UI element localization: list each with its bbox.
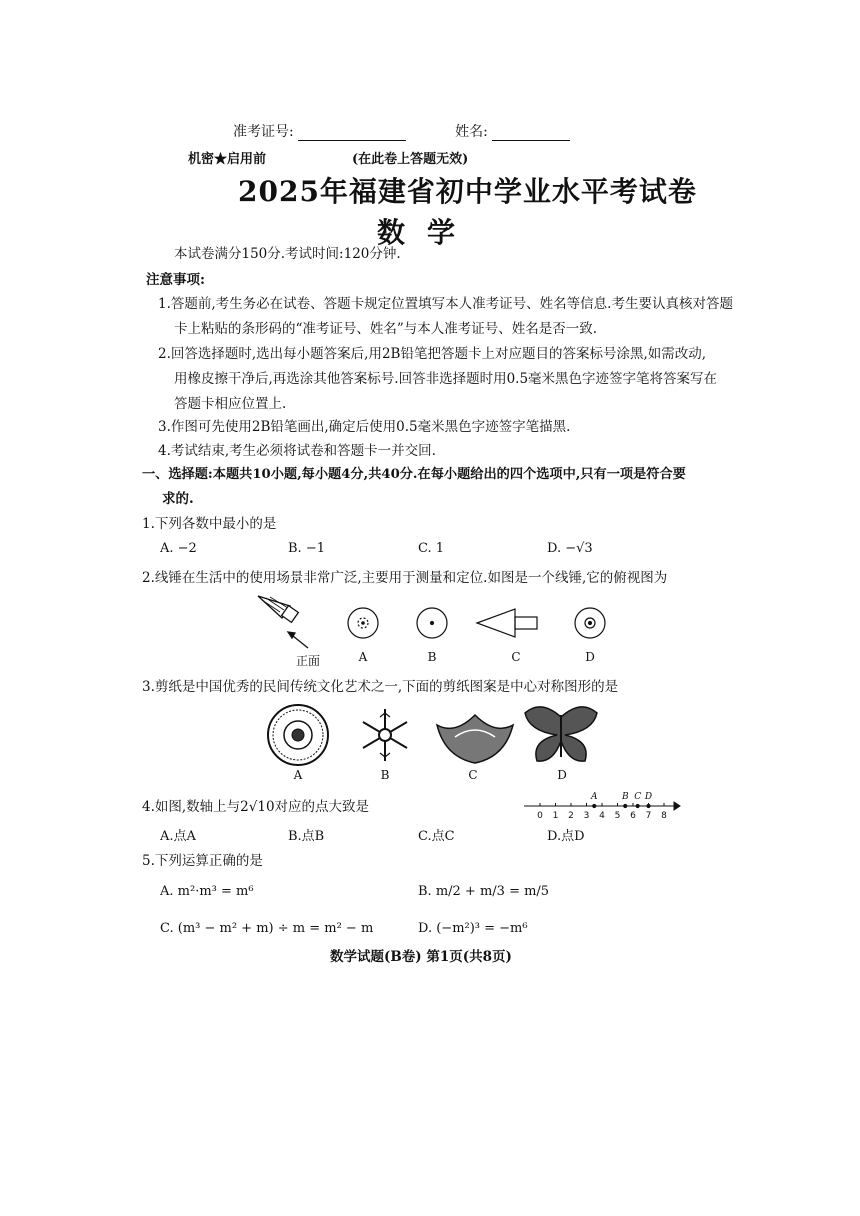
secret-mark: 机密★启用前 — [188, 152, 267, 167]
q3-label-c: C — [468, 768, 478, 782]
number-line-tick-label: 5 — [614, 811, 621, 821]
number-line-point-label: B — [621, 792, 629, 802]
q4-option-d: D.点D — [547, 829, 585, 844]
note-line: 卡上粘贴的条形码的“准考证号、姓名”与本人准考证号、姓名是否一致. — [174, 321, 598, 337]
question-3-stem: 3.剪纸是中国优秀的民间传统文化艺术之一,下面的剪纸图案是中心对称图形的是 — [142, 679, 619, 695]
notes-heading: 注意事项: — [146, 272, 205, 288]
plumb-bob-figure — [250, 590, 340, 650]
q3-label-b: B — [380, 768, 390, 782]
paper-cut-figures — [263, 703, 613, 767]
note-line: 1.答题前,考生务必在试卷、答题卡规定位置填写本人准考证号、姓名等信息.考生要认真核对答题 — [158, 296, 733, 312]
q4-option-c: C.点C — [418, 829, 455, 844]
number-line-point-label: D — [644, 792, 653, 802]
number-line-point — [636, 804, 639, 807]
number-line-tick-label: 8 — [661, 811, 667, 821]
q1-option-c: C. 1 — [418, 541, 445, 556]
q3-label-a: A — [293, 768, 303, 782]
invalid-note: (在此卷上答题无效) — [352, 152, 469, 167]
exam-number-label: 准考证号: — [233, 124, 294, 140]
name-label: 姓名: — [455, 124, 488, 140]
q1-option-b: B. −1 — [288, 541, 325, 556]
q2-label-d: D — [585, 650, 595, 664]
note-line: 4.考试结束,考生必须将试卷和答题卡一并交回. — [158, 443, 436, 459]
number-line-tick-label: 2 — [568, 811, 574, 821]
number-line-point — [647, 804, 650, 807]
papercut-c — [437, 715, 513, 763]
q4-option-a: A.点A — [160, 829, 196, 844]
question-5-stem: 5.下列运算正确的是 — [142, 853, 263, 869]
number-line-point — [593, 804, 596, 807]
note-line: 答题卡相应位置上. — [174, 396, 287, 412]
question-4-stem: 4.如图,数轴上与2√10对应的点大致是 — [142, 799, 370, 815]
number-line-point-label: A — [591, 792, 598, 802]
q1-option-d: D. −√3 — [547, 541, 593, 556]
number-line-tick-label: 4 — [599, 811, 605, 821]
note-line: 3.作图可先使用2B铅笔画出,确定后使用0.5毫米黑色字迹签字笔描黑. — [158, 419, 571, 435]
name-blank — [492, 126, 570, 141]
q5-option-d: D. (−m²)³ = −m⁶ — [418, 921, 528, 936]
page-footer: 数学试题(B卷) 第1页(共8页) — [330, 949, 512, 965]
section-heading: 一、选择题:本题共10小题,每小题4分,共40分.在每小题给出的四个选项中,只有一项是符合要 — [142, 467, 686, 482]
exam-number-blank — [298, 126, 406, 141]
number-line-tick-label: 0 — [537, 811, 543, 821]
q5-option-a: A. m²·m³ = m⁶ — [160, 884, 254, 899]
page-title: 2025年福建省初中学业水平考试卷 — [238, 175, 697, 208]
top-view-options — [345, 605, 645, 645]
papercut-b — [363, 709, 407, 761]
q4-option-b: B.点B — [288, 829, 325, 844]
option-c-shape — [477, 609, 515, 637]
q2-label-c: C — [511, 650, 521, 664]
number-line-tick-label: 3 — [583, 811, 590, 821]
q5-option-c: C. (m³ − m² + m) ÷ m = m² − m — [160, 921, 374, 936]
number-line-point — [624, 804, 627, 807]
papercut-d — [525, 707, 597, 761]
note-line: 2.回答选择题时,选出每小题答案后,用2B铅笔把答题卡上对应题目的答案标号涂黑,如需改动, — [158, 346, 707, 362]
question-2-stem: 2.线锤在生活中的使用场景非常广泛,主要用于测量和定位.如图是一个线锤,它的俯视图为 — [142, 570, 668, 586]
q3-label-d: D — [557, 768, 567, 782]
number-line-point-label: C — [634, 792, 642, 802]
front-label: 正面 — [296, 654, 321, 668]
number-line-tick-label: 7 — [645, 811, 652, 821]
section-heading-cont: 求的. — [162, 491, 194, 507]
q5-option-b: B. m/2 + m/3 = m/5 — [418, 884, 550, 899]
question-1-stem: 1.下列各数中最小的是 — [142, 516, 277, 532]
q2-label-b: B — [427, 650, 437, 664]
number-line-tick-label: 1 — [552, 811, 559, 821]
number-line-tick-label: 6 — [630, 811, 636, 821]
q1-option-a: A. −2 — [160, 541, 197, 556]
q2-label-a: A — [358, 650, 368, 664]
subject-title: 数学 — [377, 216, 478, 249]
number-line — [522, 790, 682, 830]
exam-number-row — [233, 121, 570, 141]
intro-text: 本试卷满分150分.考试时间:120分钟. — [174, 246, 401, 262]
note-line: 用橡皮擦干净后,再选涂其他答案标号.回答非选择题时用0.5毫米黑色字迹签字笔将答案写在 — [174, 371, 718, 387]
